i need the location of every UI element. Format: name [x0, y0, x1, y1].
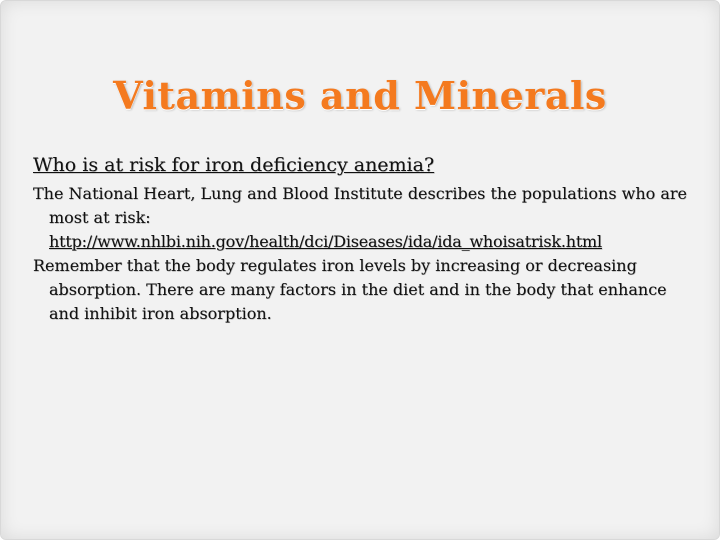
slide-body: [33, 151, 693, 326]
paragraph-iron-absorption: Remember that the body regulates iron levels by increasing or decreasing absorption. There are many factors in the diet and in the body that enhance and inhibit iron absorption.: [33, 256, 667, 323]
question-heading: Who is at risk for iron deficiency anemia?: [33, 154, 435, 176]
paragraph-populations-at-risk: [33, 182, 693, 254]
slide-title: Vitamins and Minerals: [113, 73, 607, 118]
nhlbi-link[interactable]: http://www.nhlbi.nih.gov/health/dci/Diseases/ida/ida_whoisatrisk.html: [49, 232, 602, 251]
paragraph-populations-text: The National Heart, Lung and Blood Institute describes the populations who are most at risk:: [33, 184, 687, 227]
